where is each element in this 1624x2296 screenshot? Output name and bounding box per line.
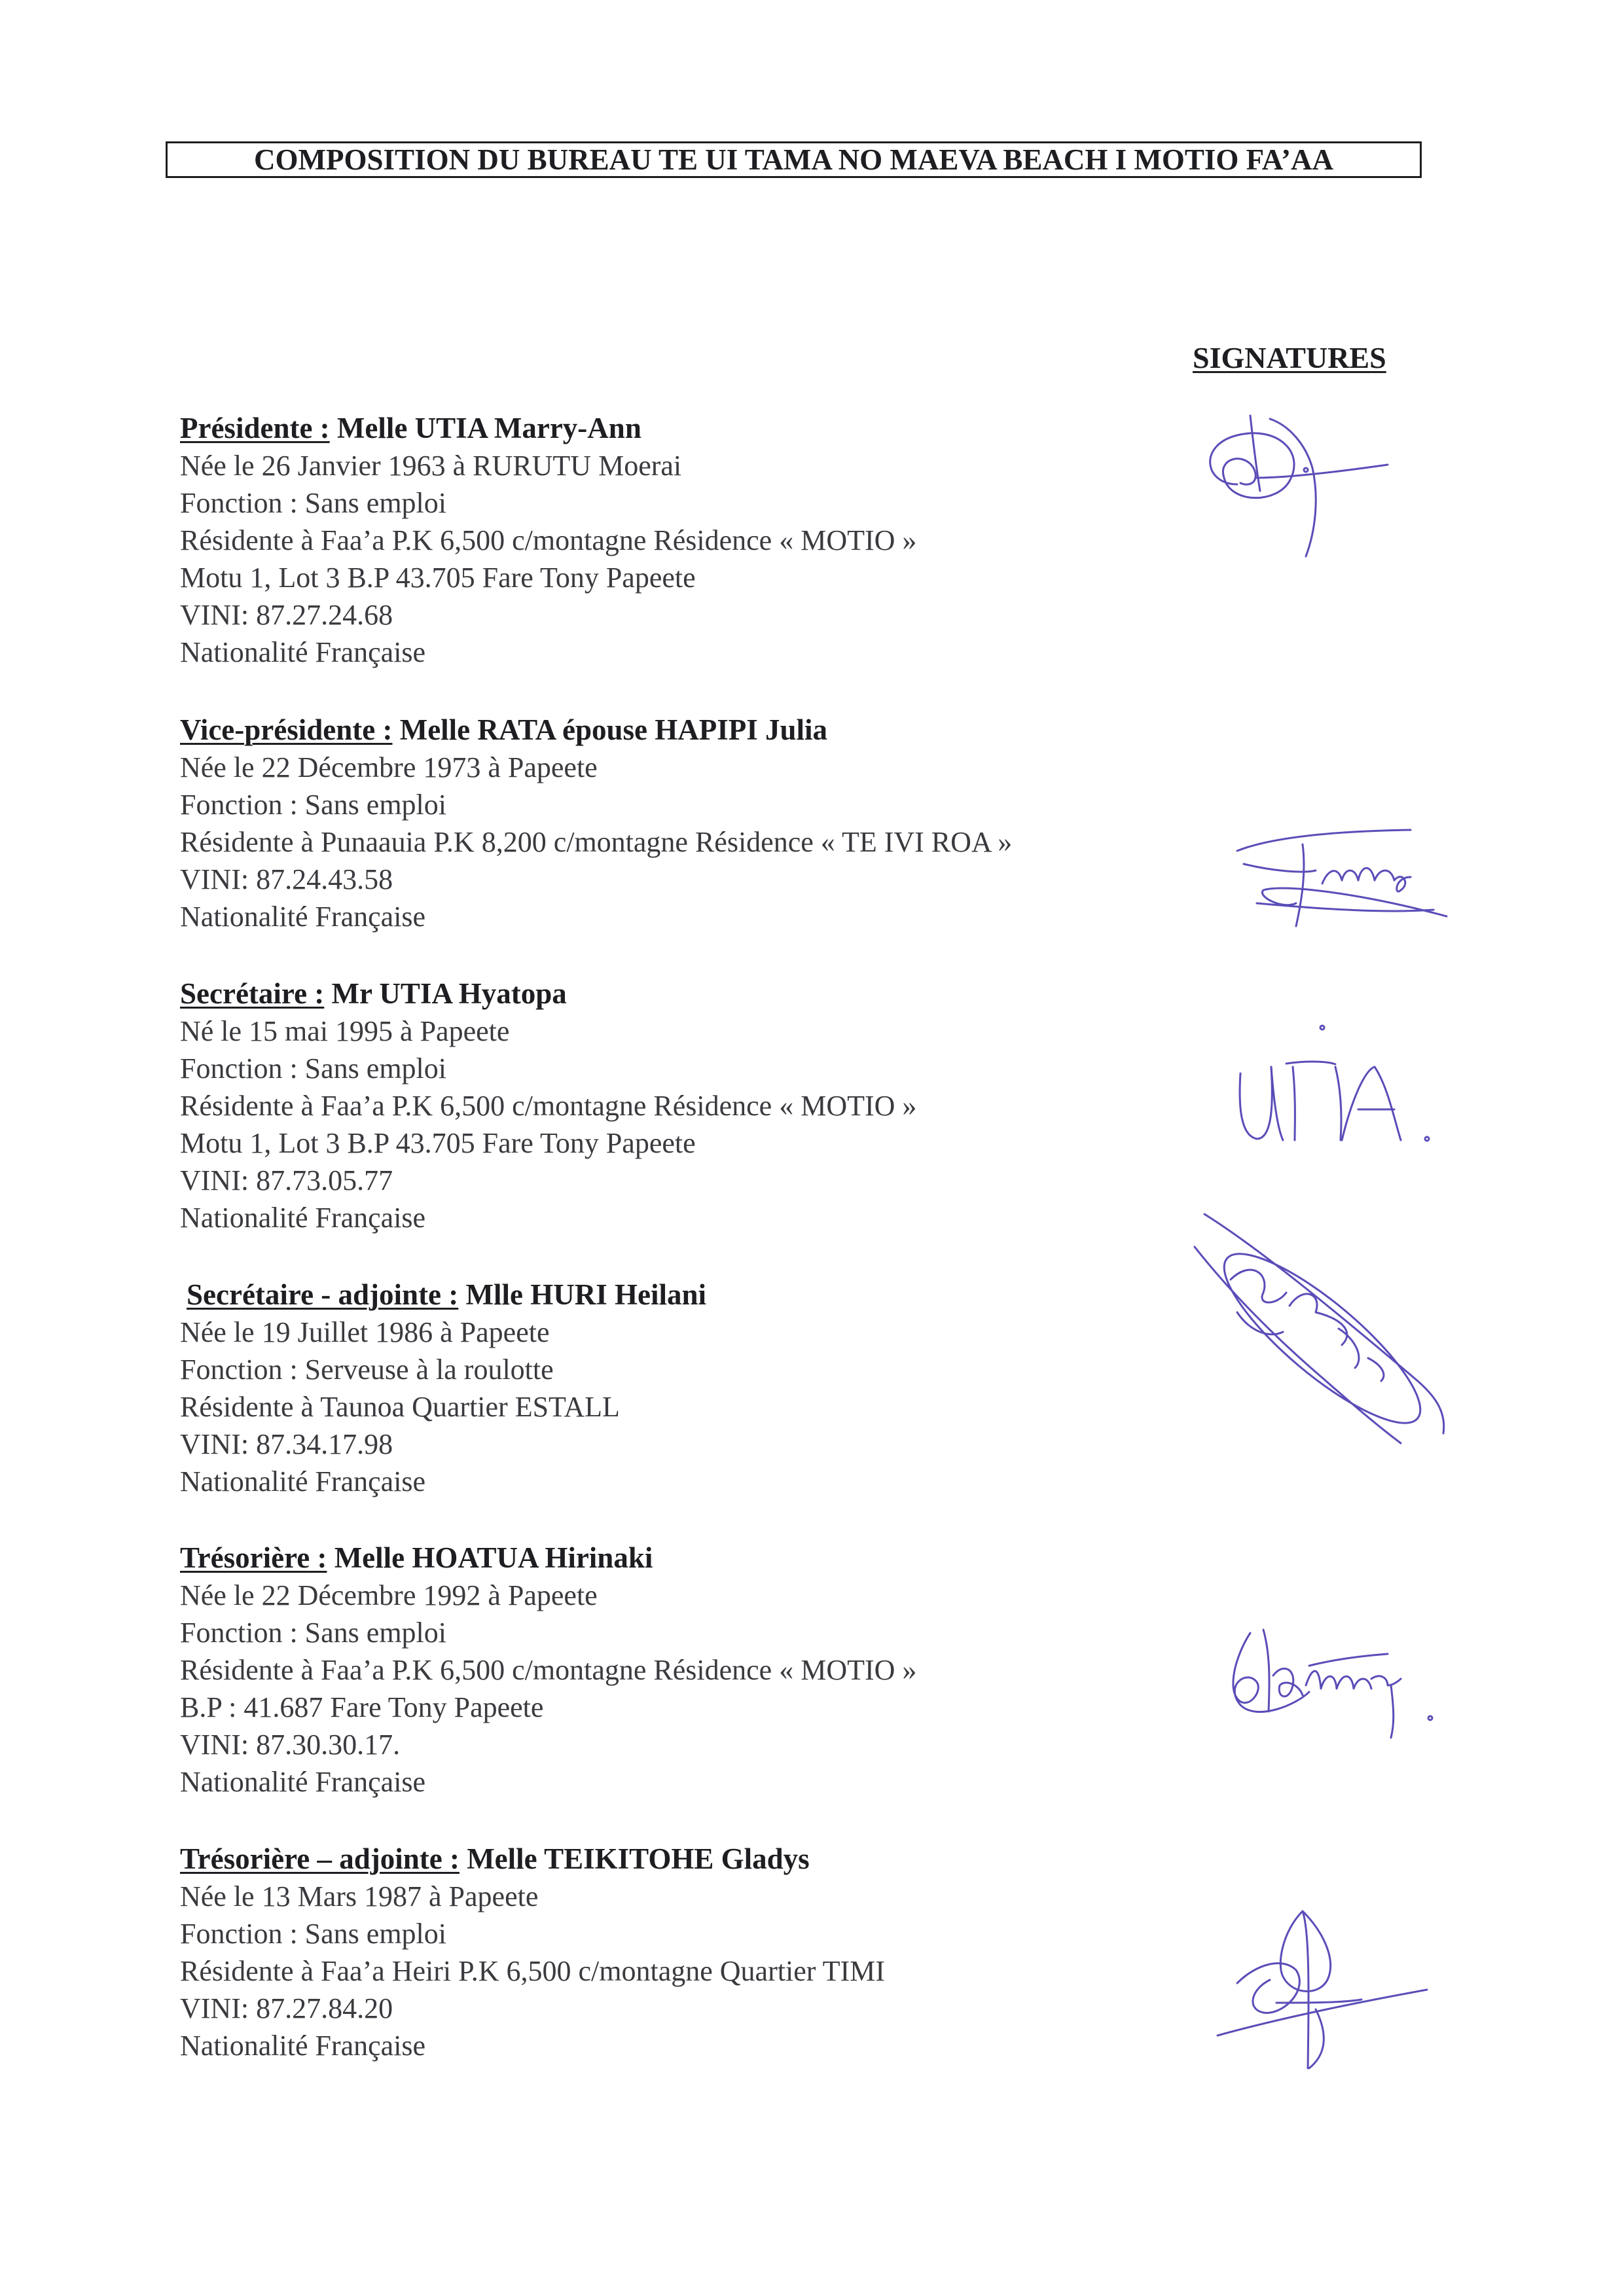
signature-vice-presidente bbox=[1231, 818, 1453, 936]
member-nationality: Nationalité Française bbox=[180, 2030, 426, 2062]
member-residence: Résidente à Taunoa Quartier ESTALL bbox=[180, 1391, 620, 1423]
member-role: Trésorière : bbox=[180, 1541, 327, 1574]
member-residence: Résidente à Faa’a Heiri P.K 6,500 c/montagne Quartier TIMI bbox=[180, 1955, 885, 1987]
member-tresoriere bbox=[180, 1539, 1175, 1801]
member-name: Melle RATA épouse HAPIPI Julia bbox=[399, 713, 828, 746]
member-secretaire-adjointe bbox=[180, 1276, 1182, 1500]
signature-secretaire bbox=[1231, 1021, 1447, 1158]
member-birth: Né le 15 mai 1995 à Papeete bbox=[180, 1015, 510, 1047]
member-name: Melle HOATUA Hirinaki bbox=[334, 1541, 653, 1574]
member-nationality: Nationalité Française bbox=[180, 636, 426, 668]
member-address: Motu 1, Lot 3 B.P 43.705 Fare Tony Papeete bbox=[180, 562, 696, 594]
member-nationality: Nationalité Française bbox=[180, 1465, 426, 1498]
member-birth: Née le 19 Juillet 1986 à Papeete bbox=[180, 1316, 550, 1348]
member-vini: VINI: 87.73.05.77 bbox=[180, 1164, 393, 1196]
member-vini: VINI: 87.27.24.68 bbox=[180, 599, 393, 631]
member-heading bbox=[187, 1276, 1182, 1314]
member-vini: VINI: 87.27.84.20 bbox=[180, 1992, 393, 2024]
member-residence: Résidente à Punaauia P.K 8,200 c/montagne Résidence « TE IVI ROA » bbox=[180, 826, 1013, 858]
member-address: B.P : 41.687 Fare Tony Papeete bbox=[180, 1691, 544, 1723]
member-address: Motu 1, Lot 3 B.P 43.705 Fare Tony Papeete bbox=[180, 1127, 696, 1159]
member-name: Melle TEIKITOHE Gladys bbox=[467, 1842, 810, 1875]
member-heading bbox=[180, 410, 1175, 447]
member-name: Melle UTIA Marry-Ann bbox=[336, 412, 641, 444]
member-role: Trésorière – adjointe : bbox=[180, 1842, 460, 1875]
signatures-heading: SIGNATURES bbox=[1193, 341, 1386, 374]
member-vini: VINI: 87.24.43.58 bbox=[180, 863, 393, 895]
member-vini: VINI: 87.34.17.98 bbox=[180, 1428, 393, 1460]
member-fonction: Fonction : Serveuse à la roulotte bbox=[180, 1354, 554, 1386]
member-heading bbox=[180, 975, 1175, 1013]
member-fonction: Fonction : Sans emploi bbox=[180, 487, 446, 519]
member-role: Vice-présidente : bbox=[180, 713, 393, 746]
member-birth: Née le 26 Janvier 1963 à RURUTU Moerai bbox=[180, 450, 682, 482]
member-fonction: Fonction : Sans emploi bbox=[180, 1918, 446, 1950]
member-vice-presidente bbox=[180, 711, 1175, 935]
member-nationality: Nationalité Française bbox=[180, 1202, 426, 1234]
member-residence: Résidente à Faa’a P.K 6,500 c/montagne Résidence « MOTIO » bbox=[180, 1654, 917, 1686]
member-role: Présidente : bbox=[180, 412, 330, 444]
member-birth: Née le 13 Mars 1987 à Papeete bbox=[180, 1880, 539, 1912]
member-role: Secrétaire - adjointe : bbox=[187, 1278, 459, 1311]
member-role: Secrétaire : bbox=[180, 977, 325, 1010]
member-fonction: Fonction : Sans emploi bbox=[180, 1052, 446, 1085]
member-heading bbox=[180, 1539, 1175, 1577]
member-vini: VINI: 87.30.30.17. bbox=[180, 1729, 401, 1761]
member-residence: Résidente à Faa’a P.K 6,500 c/montagne Résidence « MOTIO » bbox=[180, 524, 917, 556]
member-name: Mlle HURI Heilani bbox=[465, 1278, 706, 1311]
member-heading bbox=[180, 1840, 1175, 1878]
member-heading bbox=[180, 711, 1175, 749]
member-presidente bbox=[180, 410, 1175, 671]
signature-secretaire-adjointe bbox=[1191, 1208, 1453, 1456]
member-fonction: Fonction : Sans emploi bbox=[180, 1617, 446, 1649]
member-residence: Résidente à Faa’a P.K 6,500 c/montagne Résidence « MOTIO » bbox=[180, 1090, 917, 1122]
member-nationality: Nationalité Française bbox=[180, 901, 426, 933]
document-title-text: COMPOSITION DU BUREAU TE UI TAMA NO MAEVA BEACH I MOTIO FA’AA bbox=[254, 143, 1333, 176]
member-fonction: Fonction : Sans emploi bbox=[180, 789, 446, 821]
member-secretaire bbox=[180, 975, 1175, 1236]
signature-presidente bbox=[1191, 406, 1401, 563]
member-tresoriere-adjointe bbox=[180, 1840, 1175, 2064]
member-birth: Née le 22 Décembre 1992 à Papeete bbox=[180, 1579, 598, 1611]
signature-tresoriere bbox=[1211, 1613, 1440, 1744]
document-title bbox=[166, 141, 1422, 178]
signature-tresoriere-adjointe bbox=[1211, 1905, 1434, 2075]
member-birth: Née le 22 Décembre 1973 à Papeete bbox=[180, 751, 598, 783]
member-name: Mr UTIA Hyatopa bbox=[331, 977, 567, 1010]
member-nationality: Nationalité Française bbox=[180, 1766, 426, 1798]
